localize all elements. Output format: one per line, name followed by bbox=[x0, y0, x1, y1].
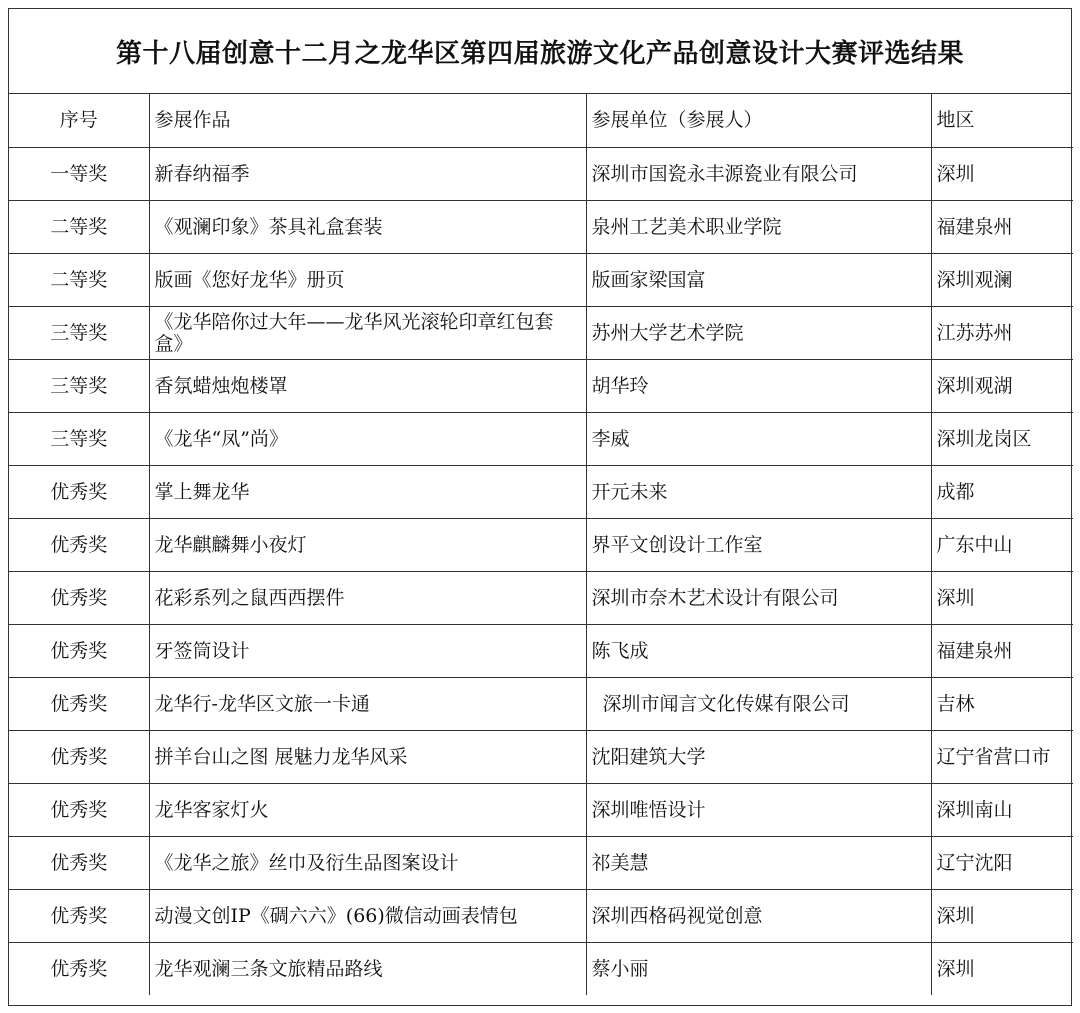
results-table-sheet bbox=[8, 8, 1072, 1006]
row-region: 深圳 bbox=[936, 957, 975, 980]
row-work: 龙华观澜三条文旅精品路线 bbox=[149, 942, 586, 995]
row-work: 《观澜印象》茶具礼盒套装 bbox=[149, 200, 586, 253]
header-row bbox=[9, 94, 1073, 147]
row-region: 辽宁省营口市 bbox=[931, 730, 1073, 783]
table-row bbox=[9, 889, 1073, 942]
row-rank: 优秀奖 bbox=[9, 730, 149, 783]
row-org: 胡华玲 bbox=[586, 359, 931, 412]
row-rank: 优秀奖 bbox=[9, 624, 149, 677]
row-rank: 二等奖 bbox=[9, 253, 149, 306]
row-org: 深圳市闻言文化传媒有限公司 bbox=[586, 677, 931, 730]
row-region: 深圳观湖 bbox=[931, 359, 1073, 412]
row-rank: 优秀奖 bbox=[9, 942, 149, 995]
row-work: 新春纳福季 bbox=[149, 147, 586, 200]
header-work: 参展作品 bbox=[149, 94, 586, 147]
table-row bbox=[9, 783, 1073, 836]
table-row bbox=[9, 942, 1073, 995]
row-work: 掌上舞龙华 bbox=[149, 465, 586, 518]
table-row bbox=[9, 677, 1073, 730]
row-org: 深圳唯悟设计 bbox=[586, 783, 931, 836]
row-work: 拼羊台山之图 展魅力龙华风采 bbox=[149, 730, 586, 783]
table-row bbox=[9, 200, 1073, 253]
row-work: 龙华客家灯火 bbox=[149, 783, 586, 836]
table-row bbox=[9, 465, 1073, 518]
table-row bbox=[9, 571, 1073, 624]
row-org: 李威 bbox=[586, 412, 931, 465]
row-org: 深圳西格码视觉创意 bbox=[586, 889, 931, 942]
page-title: 第十八届创意十二月之龙华区第四届旅游文化产品创意设计大赛评选结果 bbox=[9, 9, 1071, 94]
row-rank: 一等奖 bbox=[9, 147, 149, 200]
row-region: 深圳 bbox=[931, 147, 1073, 200]
table-row bbox=[9, 359, 1073, 412]
row-work: 《龙华陪你过大年——龙华风光滚轮印章红包套盒》 bbox=[149, 306, 586, 359]
row-region: 成都 bbox=[931, 465, 1073, 518]
table-row bbox=[9, 306, 1073, 359]
row-rank: 二等奖 bbox=[9, 200, 149, 253]
row-org: 祁美慧 bbox=[586, 836, 931, 889]
row-org: 苏州大学艺术学院 bbox=[586, 306, 931, 359]
row-rank: 三等奖 bbox=[9, 306, 149, 359]
row-org: 深圳市奈木艺术设计有限公司 bbox=[586, 571, 931, 624]
row-org: 开元未来 bbox=[586, 465, 931, 518]
row-rank: 优秀奖 bbox=[9, 677, 149, 730]
table-row bbox=[9, 412, 1073, 465]
row-work: 香氛蜡烛炮楼罩 bbox=[149, 359, 586, 412]
row-rank: 优秀奖 bbox=[9, 518, 149, 571]
row-region: 吉林 bbox=[931, 677, 1073, 730]
row-work: 龙华麒麟舞小夜灯 bbox=[149, 518, 586, 571]
row-rank: 三等奖 bbox=[9, 412, 149, 465]
row-org: 版画家梁国富 bbox=[586, 253, 931, 306]
table-row bbox=[9, 518, 1073, 571]
row-work: 版画《您好龙华》册页 bbox=[149, 253, 586, 306]
row-rank: 优秀奖 bbox=[9, 783, 149, 836]
row-work: 牙签筒设计 bbox=[149, 624, 586, 677]
header-region: 地区 bbox=[931, 94, 1073, 147]
row-work: 动漫文创IP《碉六六》(66)微信动画表情包 bbox=[149, 889, 586, 942]
row-work: 《龙华“凤”尚》 bbox=[149, 412, 586, 465]
row-org: 界平文创设计工作室 bbox=[586, 518, 931, 571]
row-region: 深圳观澜 bbox=[931, 253, 1073, 306]
row-region: 广东中山 bbox=[931, 518, 1073, 571]
row-work: 龙华行-龙华区文旅一卡通 bbox=[149, 677, 586, 730]
row-rank: 优秀奖 bbox=[9, 465, 149, 518]
table-row bbox=[9, 730, 1073, 783]
row-rank: 三等奖 bbox=[9, 359, 149, 412]
table-row bbox=[9, 147, 1073, 200]
header-rank: 序号 bbox=[9, 94, 149, 147]
row-region: 福建泉州 bbox=[931, 624, 1073, 677]
row-region: 江苏苏州 bbox=[931, 306, 1073, 359]
table-row bbox=[9, 253, 1073, 306]
row-rank: 优秀奖 bbox=[9, 571, 149, 624]
row-region: 福建泉州 bbox=[931, 200, 1073, 253]
row-org: 泉州工艺美术职业学院 bbox=[586, 200, 931, 253]
row-org: 陈飞成 bbox=[586, 624, 931, 677]
row-region: 深圳 bbox=[931, 889, 1073, 942]
table-row bbox=[9, 624, 1073, 677]
row-region: 深圳南山 bbox=[931, 783, 1073, 836]
row-work: 《龙华之旅》丝巾及衍生品图案设计 bbox=[149, 836, 586, 889]
row-work: 花彩系列之鼠西西摆件 bbox=[149, 571, 586, 624]
header-org: 参展单位（参展人） bbox=[586, 94, 931, 147]
row-rank: 优秀奖 bbox=[9, 836, 149, 889]
row-org: 沈阳建筑大学 bbox=[586, 730, 931, 783]
row-org: 蔡小丽 bbox=[586, 942, 931, 995]
row-rank: 优秀奖 bbox=[9, 889, 149, 942]
row-region: 深圳 bbox=[931, 571, 1073, 624]
results-table bbox=[9, 94, 1073, 995]
table-row bbox=[9, 836, 1073, 889]
row-region: 辽宁沈阳 bbox=[931, 836, 1073, 889]
row-region: 深圳龙岗区 bbox=[931, 412, 1073, 465]
row-org: 深圳市国瓷永丰源瓷业有限公司 bbox=[586, 147, 931, 200]
